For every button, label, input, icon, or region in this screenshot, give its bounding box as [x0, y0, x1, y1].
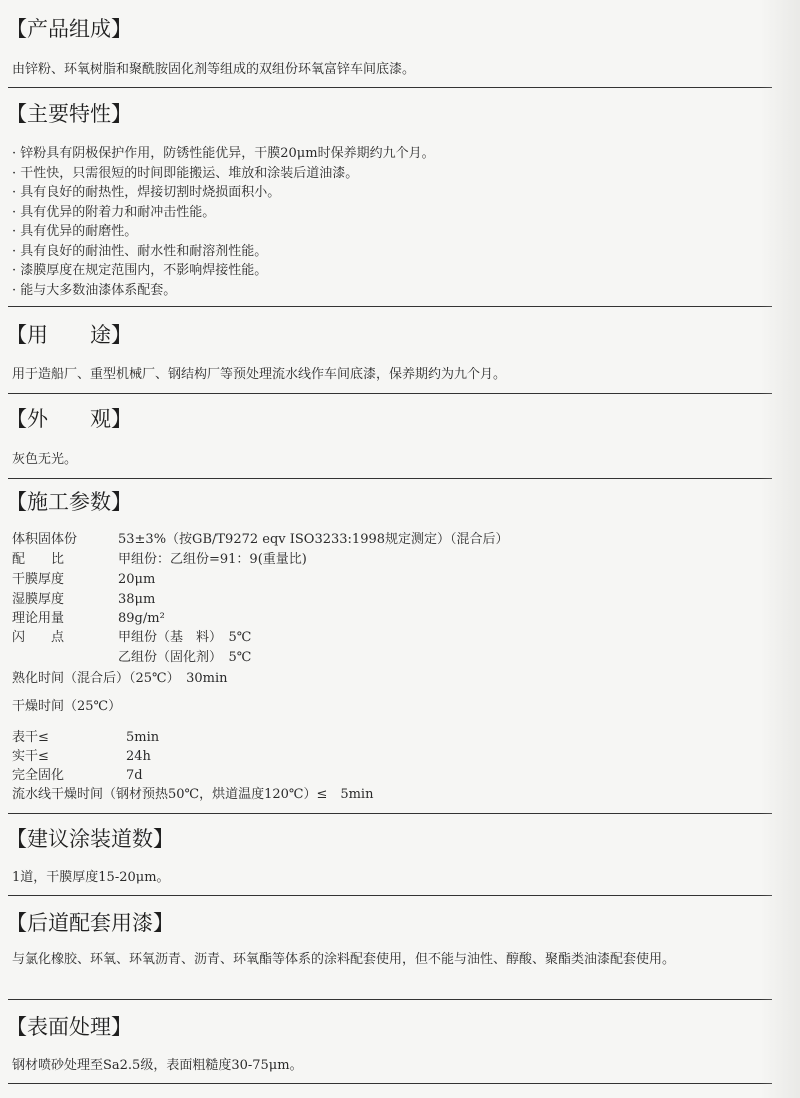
param-label-hard: 实干≤ — [12, 749, 49, 764]
list-item: · 锌粉具有阴极保护作用，防锈性能优异，干膜20μm时保养期约九个月。 — [12, 146, 435, 161]
list-item: · 漆膜厚度在规定范围内，不影响焊接性能。 — [12, 263, 268, 278]
list-item: · 具有优异的附着力和耐冲击性能。 — [12, 204, 216, 220]
section-title-params: 【施工参数】 — [6, 490, 132, 514]
param-value-coverage: 89g/m² — [118, 611, 165, 626]
param-label-ratio: 配 比 — [12, 552, 65, 567]
list-item: · 能与大多数油漆体系配套。 — [12, 282, 177, 298]
list-item: · 干性快，只需很短的时间即能搬运、堆放和涂装后道油漆。 — [12, 165, 359, 181]
list-item: · 具有良好的耐油性、耐水性和耐溶剂性能。 — [12, 243, 268, 259]
param-value-wft: 38μm — [118, 592, 156, 607]
page-edge-shadow — [760, 0, 800, 1098]
param-label-flash: 闪 点 — [12, 630, 65, 645]
divider — [8, 813, 772, 814]
param-value-solids: 53±3%（按GB/T9272 eqv ISO3233:1998规定测定）（混合后） — [118, 532, 509, 547]
param-line-dry: 流水线干燥时间（钢材预热50℃，烘道温度120℃）≤ 5min — [12, 787, 374, 802]
section-title-surface: 【表面处理】 — [6, 1015, 132, 1039]
composition-text: 由锌粉、环氧树脂和聚酰胺固化剂等组成的双组份环氧富锌车间底漆。 — [12, 62, 416, 77]
param-curing: 熟化时间（混合后）（25℃） 30min — [12, 671, 228, 686]
param-label-dft: 干膜厚度 — [12, 572, 65, 587]
param-value-ratio: 甲组份：乙组份=91：9(重量比) — [118, 552, 307, 567]
param-label-touch: 表干≤ — [12, 730, 49, 745]
feature-list — [12, 144, 435, 300]
coats-text: 1道，干膜厚度15-20μm。 — [12, 870, 170, 885]
section-title-coats: 【建议涂装道数】 — [6, 827, 174, 851]
param-value-dft: 20μm — [118, 572, 156, 587]
section-title-topcoat: 【后道配套用漆】 — [6, 911, 174, 935]
list-item: · 具有良好的耐热性，焊接切割时烧损面积小。 — [12, 185, 281, 200]
divider — [8, 393, 772, 394]
appearance-text: 灰色无光。 — [12, 452, 78, 467]
param-label-wft: 湿膜厚度 — [12, 592, 65, 607]
param-label-full: 完全固化 — [12, 768, 65, 783]
section-title-appearance: 【外 观】 — [6, 407, 132, 431]
divider — [8, 1083, 772, 1084]
param-value-full: 7d — [126, 768, 143, 783]
param-value-flash-a: 甲组份（基 料） 5℃ — [118, 630, 252, 645]
param-label-solids: 体积固体份 — [12, 532, 78, 547]
divider — [8, 999, 772, 1000]
divider — [8, 306, 772, 307]
section-title-features: 【主要特性】 — [6, 102, 132, 126]
divider — [8, 895, 772, 896]
param-value-hard: 24h — [126, 749, 151, 764]
surface-text: 钢材喷砂处理至Sa2.5级，表面粗糙度30-75μm。 — [12, 1058, 303, 1073]
list-item: · 具有优异的耐磨性。 — [12, 224, 138, 239]
usage-text: 用于造船厂、重型机械厂、钢结构厂等预处理流水线作车间底漆，保养期约为九个月。 — [12, 367, 507, 382]
param-value-touch: 5min — [126, 730, 160, 745]
section-title-usage: 【用 途】 — [6, 323, 132, 347]
divider — [8, 87, 772, 88]
param-label-coverage: 理论用量 — [12, 611, 65, 626]
param-drying-title: 干燥时间（25℃） — [12, 699, 122, 714]
topcoat-text: 与氯化橡胶、环氧、环氧沥青、沥青、环氧酯等体系的涂料配套使用，但不能与油性、醇酸、聚酯类油漆配套使用。 — [12, 952, 676, 967]
divider — [8, 478, 772, 479]
param-value-flash-b: 乙组份（固化剂） 5℃ — [118, 650, 252, 665]
section-title-composition: 【产品组成】 — [6, 17, 132, 41]
